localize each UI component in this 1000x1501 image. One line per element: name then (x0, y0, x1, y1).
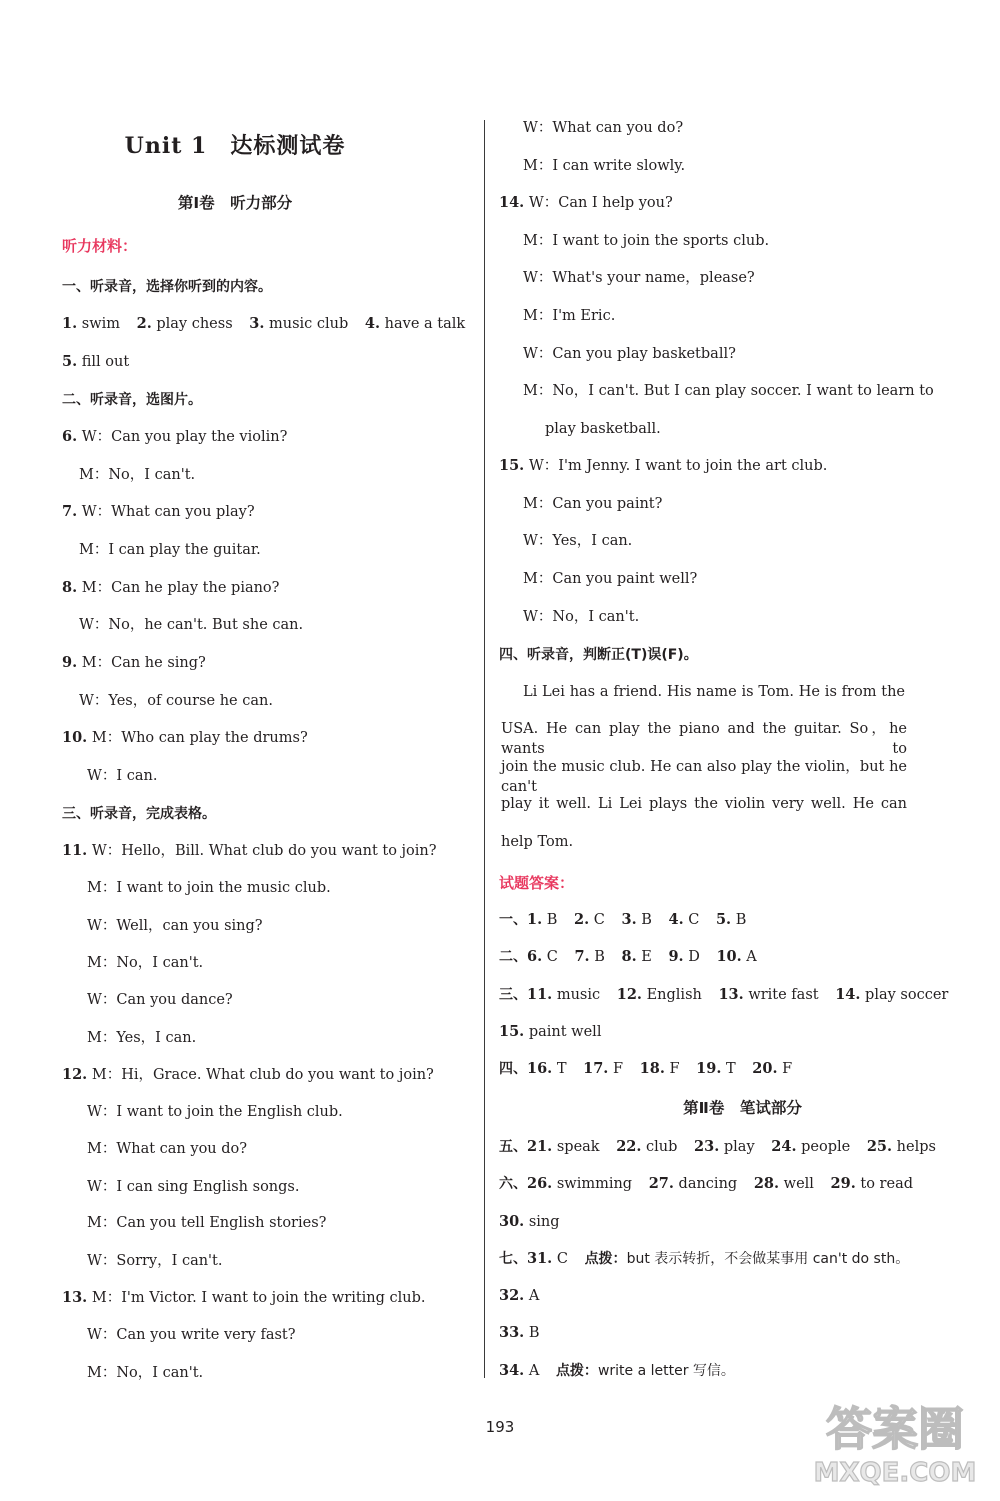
item-text: fill out (81, 354, 130, 370)
answer-number: 19. (696, 1060, 722, 1077)
dialogue-line: W：Yes，I can. (523, 533, 633, 549)
item-text: have a talk (384, 316, 466, 332)
answer-value: F (669, 1061, 680, 1077)
dialogue-line: M：I'm Eric. (523, 308, 616, 324)
section-prefix: 四、 (499, 1061, 527, 1077)
dialogue-line (499, 193, 673, 213)
answer-value: B (528, 1325, 540, 1341)
dialogue-line (62, 841, 437, 861)
line-text: W：Can I help you? (528, 195, 673, 211)
section-3-title: 三、听录音，完成表格。 (62, 806, 216, 822)
dialogue-line: M：Can you paint well? (523, 571, 698, 587)
section-prefix: 一、 (499, 912, 527, 928)
paragraph-line: play it well. Li Lei plays the violin very well. He can (501, 796, 907, 812)
answer-value: music (556, 987, 601, 1003)
answer-number: 13. (718, 986, 744, 1003)
line-number: 8. (62, 579, 78, 596)
answer-value: well (783, 1176, 814, 1192)
line-text: W：Can you play the violin? (81, 429, 288, 445)
line-text: M：I'm Victor. I want to join the writing club. (91, 1290, 426, 1306)
page-title: Unit 1 达标测试卷 (124, 133, 346, 159)
answer-value: English (646, 987, 702, 1003)
answer-number: 3. (621, 911, 637, 928)
answer-number: 26. (527, 1175, 553, 1192)
answer-value: sing (528, 1214, 560, 1230)
item-number: 1. (62, 315, 78, 332)
paragraph-line: help Tom. (501, 834, 574, 850)
answer-value: write fast (748, 987, 819, 1003)
item-number: 5. (62, 353, 78, 370)
section-prefix: 七、 (499, 1251, 527, 1267)
answer-value: E (641, 949, 652, 965)
answer-number: 14. (835, 986, 861, 1003)
listening-material-heading: 听力材料： (62, 237, 138, 255)
line-number: 9. (62, 654, 78, 671)
answer-row-6b (499, 1212, 560, 1232)
dialogue-line: W：I want to join the English club. (87, 1104, 343, 1120)
dialogue-line: W：Can you dance? (87, 992, 233, 1008)
dialogue-line: M：No，I can't. (87, 1365, 204, 1381)
page-number: 193 (485, 1418, 515, 1436)
section-1-title: 一、听录音，选择你听到的内容。 (62, 279, 272, 295)
answer-value: F (612, 1061, 624, 1077)
answer-value: A (528, 1288, 540, 1304)
dialogue-line (62, 1288, 426, 1308)
answer-number: 10. (716, 948, 742, 965)
dialogue-line: M：I want to join the sports club. (523, 233, 770, 249)
answer-number: 28. (753, 1175, 780, 1192)
tip-label: 点拨： (584, 1251, 627, 1267)
answer-number: 9. (668, 948, 684, 965)
answer-value: speak (556, 1139, 600, 1155)
paragraph-line: join the music club. He can also play the violin，but he can't (501, 759, 907, 795)
dialogue-line: W：What can you do? (523, 120, 684, 136)
line-number: 6. (62, 428, 78, 445)
part2-heading: 第Ⅱ卷 笔试部分 (683, 1099, 802, 1117)
answer-number: 16. (527, 1060, 553, 1077)
item-text: swim (81, 316, 120, 332)
dialogue-line (62, 502, 255, 522)
line-number: 12. (62, 1066, 88, 1083)
s1-line-2 (62, 352, 129, 372)
dialogue-line: M：Can you paint? (523, 496, 663, 512)
line-number: 7. (62, 503, 78, 520)
paragraph-line: Li Lei has a friend. His name is Tom. He is from the (523, 684, 905, 700)
answer-value: people (801, 1139, 851, 1155)
dialogue-line: M：No，I can't. (79, 467, 196, 483)
item-number: 4. (364, 315, 381, 332)
answer-number: 27. (648, 1175, 674, 1192)
tip-text: but 表示转折，不会做某事用 can't do sth。 (626, 1251, 910, 1267)
answer-number: 1. (527, 911, 543, 928)
line-text: M：Hi，Grace. What club do you want to join? (91, 1067, 434, 1083)
tip-label: 点拨： (555, 1363, 598, 1379)
section-prefix: 二、 (499, 949, 527, 965)
line-text: W：What can you play? (81, 504, 255, 520)
answer-value: B (546, 912, 558, 928)
dialogue-line (62, 653, 206, 673)
answer-value: C (593, 912, 605, 928)
paragraph-line: USA. He can play the piano and the guitar. So，he wants to (501, 721, 907, 757)
line-text: M：Who can play the drums? (91, 730, 308, 746)
answer-value: helps (896, 1139, 936, 1155)
dialogue-line: W：Sorry，I can't. (87, 1253, 223, 1269)
dialogue-line: M：I can write slowly. (523, 158, 686, 174)
dialogue-line: M：I can play the guitar. (79, 542, 261, 558)
dialogue-line: W：I can sing English songs. (87, 1179, 300, 1195)
answer-row-3 (499, 985, 948, 1005)
dialogue-line: M：No，I can't. (87, 955, 204, 971)
dialogue-line: W：Can you write very fast? (87, 1327, 296, 1343)
answer-value: dancing (678, 1176, 738, 1192)
dialogue-line (62, 728, 308, 748)
dialogue-line: play basketball. (545, 421, 661, 437)
answer-number: 4. (668, 911, 684, 928)
answer-number: 15. (499, 1023, 525, 1040)
line-number: 11. (62, 842, 88, 859)
answer-number: 20. (752, 1060, 778, 1077)
answer-value: swimming (556, 1176, 633, 1192)
item-number: 3. (249, 315, 265, 332)
answer-value: T (556, 1061, 567, 1077)
answer-row-4 (499, 1059, 792, 1079)
dialogue-line (62, 578, 279, 598)
line-text: M：Can he play the piano? (81, 580, 280, 596)
answer-row-31 (499, 1249, 909, 1269)
answer-number: 30. (499, 1213, 525, 1230)
answer-number: 7. (574, 948, 590, 965)
dialogue-line (62, 427, 287, 447)
section-prefix: 六、 (499, 1176, 527, 1192)
answer-number: 5. (715, 911, 732, 928)
dialogue-line: M：No，I can't. But I can play soccer. I want to learn to (523, 383, 934, 399)
answer-number: 31. (527, 1250, 553, 1267)
answer-value: B (594, 949, 605, 965)
answer-value: D (688, 949, 700, 965)
section-2-title: 二、听录音，选图片。 (62, 392, 202, 408)
dialogue-line: W：Can you play basketball? (523, 346, 736, 362)
answer-number: 29. (830, 1175, 856, 1192)
answer-number: 21. (527, 1138, 553, 1155)
tip-text: write a letter 写信。 (597, 1363, 735, 1379)
dialogue-line: W：No，he can't. But she can. (79, 617, 304, 633)
line-text: W：Hello，Bill. What club do you want to join? (91, 843, 437, 859)
dialogue-line (499, 456, 827, 476)
answer-value: paint well (528, 1024, 602, 1040)
dialogue-line: M：Yes，I can. (87, 1030, 197, 1046)
dialogue-line: W：No，I can't. (523, 609, 640, 625)
dialogue-line: M：Can you tell English stories? (87, 1215, 327, 1231)
answers-heading: 试题答案： (499, 874, 575, 892)
watermark-url-text: MXQE.COM (813, 1458, 977, 1488)
answer-number: 12. (616, 986, 642, 1003)
answer-value: B (641, 912, 652, 928)
answer-number: 32. (499, 1287, 525, 1304)
dialogue-line: W：What's your name，please? (523, 270, 755, 286)
dialogue-line: W：I can. (87, 768, 158, 784)
watermark-logo (797, 1393, 992, 1493)
answer-value: A (528, 1363, 540, 1379)
answer-row-34 (499, 1361, 735, 1381)
line-number: 15. (499, 457, 525, 474)
answer-value: B (735, 912, 747, 928)
dialogue-line: W：Yes，of course he can. (79, 693, 273, 709)
watermark-logo-text: 答案圈 (826, 1402, 964, 1456)
section-4-title: 四、听录音，判断正(T)误(F)。 (499, 647, 698, 663)
answer-row-5 (499, 1137, 936, 1157)
section-prefix: 三、 (499, 987, 527, 1003)
dialogue-line: W：Well，can you sing? (87, 918, 263, 934)
line-text: M：Can he sing? (81, 655, 206, 671)
answer-row-6 (499, 1174, 913, 1194)
answer-number: 25. (866, 1138, 893, 1155)
item-number: 2. (136, 315, 152, 332)
answer-number: 22. (616, 1138, 642, 1155)
dialogue-line: M：What can you do? (87, 1141, 248, 1157)
answer-number: 33. (499, 1324, 525, 1341)
answer-number: 23. (694, 1138, 720, 1155)
answer-value: A (746, 949, 757, 965)
line-number: 13. (62, 1289, 88, 1306)
answer-value: C (556, 1251, 568, 1267)
answer-number: 18. (639, 1060, 665, 1077)
answer-row-1 (499, 910, 746, 930)
answer-row-32 (499, 1286, 539, 1306)
answer-value: C (688, 912, 700, 928)
answer-number: 11. (527, 986, 553, 1003)
answer-number: 24. (771, 1138, 797, 1155)
answer-row-3b (499, 1022, 601, 1042)
line-number: 10. (62, 729, 88, 746)
answer-row-33 (499, 1323, 540, 1343)
answer-number: 2. (574, 911, 590, 928)
answer-value: T (726, 1061, 736, 1077)
item-text: music club (269, 316, 349, 332)
section-prefix: 五、 (499, 1139, 527, 1155)
answer-row-2 (499, 947, 757, 967)
answer-value: F (782, 1061, 793, 1077)
dialogue-line: M：I want to join the music club. (87, 880, 331, 896)
s1-line-1 (62, 314, 465, 334)
answer-value: play soccer (865, 987, 949, 1003)
answer-number: 34. (499, 1362, 525, 1379)
item-text: play chess (156, 316, 233, 332)
answer-number: 17. (583, 1060, 609, 1077)
column-divider (484, 120, 485, 1378)
answer-value: play (723, 1139, 755, 1155)
answer-number: 6. (527, 948, 543, 965)
watermark-logo-icon (797, 1393, 992, 1493)
line-number: 14. (499, 194, 525, 211)
line-text: W：I'm Jenny. I want to join the art club. (528, 458, 828, 474)
part1-heading: 第Ⅰ卷 听力部分 (177, 194, 293, 212)
answer-number: 8. (621, 948, 637, 965)
answer-value: club (646, 1139, 678, 1155)
answer-value: C (546, 949, 558, 965)
dialogue-line (62, 1065, 434, 1085)
answer-value: to read (860, 1176, 913, 1192)
